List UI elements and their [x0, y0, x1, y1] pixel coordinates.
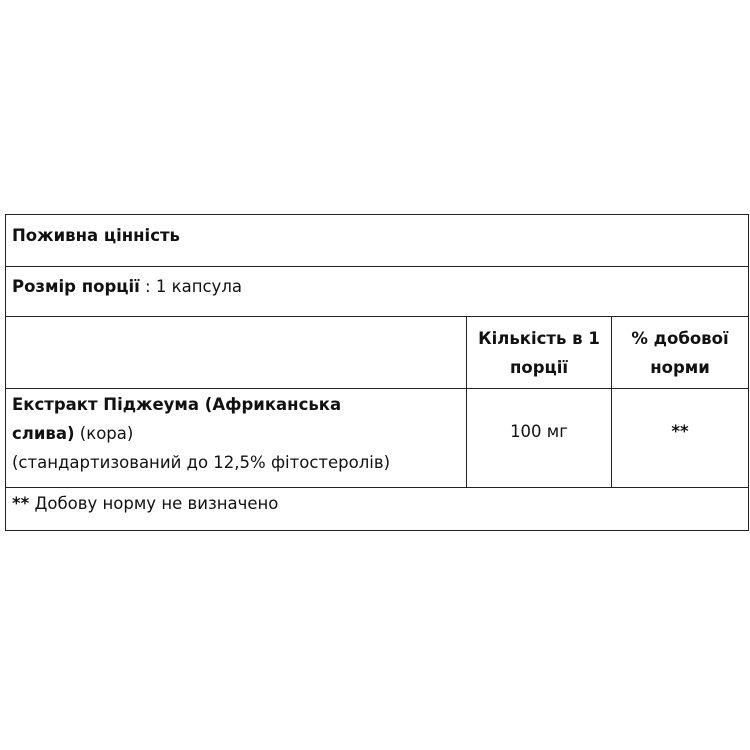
ingredient-name-line1: Екстракт Пiджеума (Африканська: [12, 395, 342, 414]
serving-size-label: Розмір порції: [12, 277, 140, 296]
ingredient-dv: **: [671, 421, 689, 441]
ingredient-amount: 100 мг: [510, 421, 568, 441]
serving-size-value: 1 капсула: [155, 277, 242, 296]
footnote-text: Добову норму не визначено: [29, 494, 279, 513]
table-title-cell: [6, 215, 749, 267]
nutrition-facts-table: [5, 214, 749, 531]
header-amount-per-serving: [467, 317, 612, 389]
ingredient-name-line2-rest: (кора): [74, 424, 134, 443]
table-title: Поживна цінність: [12, 226, 180, 245]
header-amount-line2: порції: [509, 357, 569, 377]
ingredient-name-cell: [6, 389, 467, 488]
footnote-mark: **: [12, 494, 30, 513]
serving-size-separator: :: [139, 277, 156, 296]
table-row: [6, 389, 749, 488]
header-daily-value: [612, 317, 749, 389]
header-dv-line2: норми: [650, 357, 710, 377]
header-empty-cell: [6, 317, 467, 389]
ingredient-detail: (стандартизований до 12,5% фітостеролів): [12, 453, 391, 472]
column-header-row: [6, 317, 749, 389]
footnote-cell: [6, 488, 749, 531]
ingredient-name-line2-bold: слива): [12, 424, 75, 443]
ingredient-dv-cell: [612, 389, 749, 488]
serving-size-cell: [6, 267, 749, 317]
header-dv-line1: % добової: [631, 328, 729, 348]
ingredient-amount-cell: [467, 389, 612, 488]
header-amount-line1: Кількість в 1: [478, 328, 600, 348]
